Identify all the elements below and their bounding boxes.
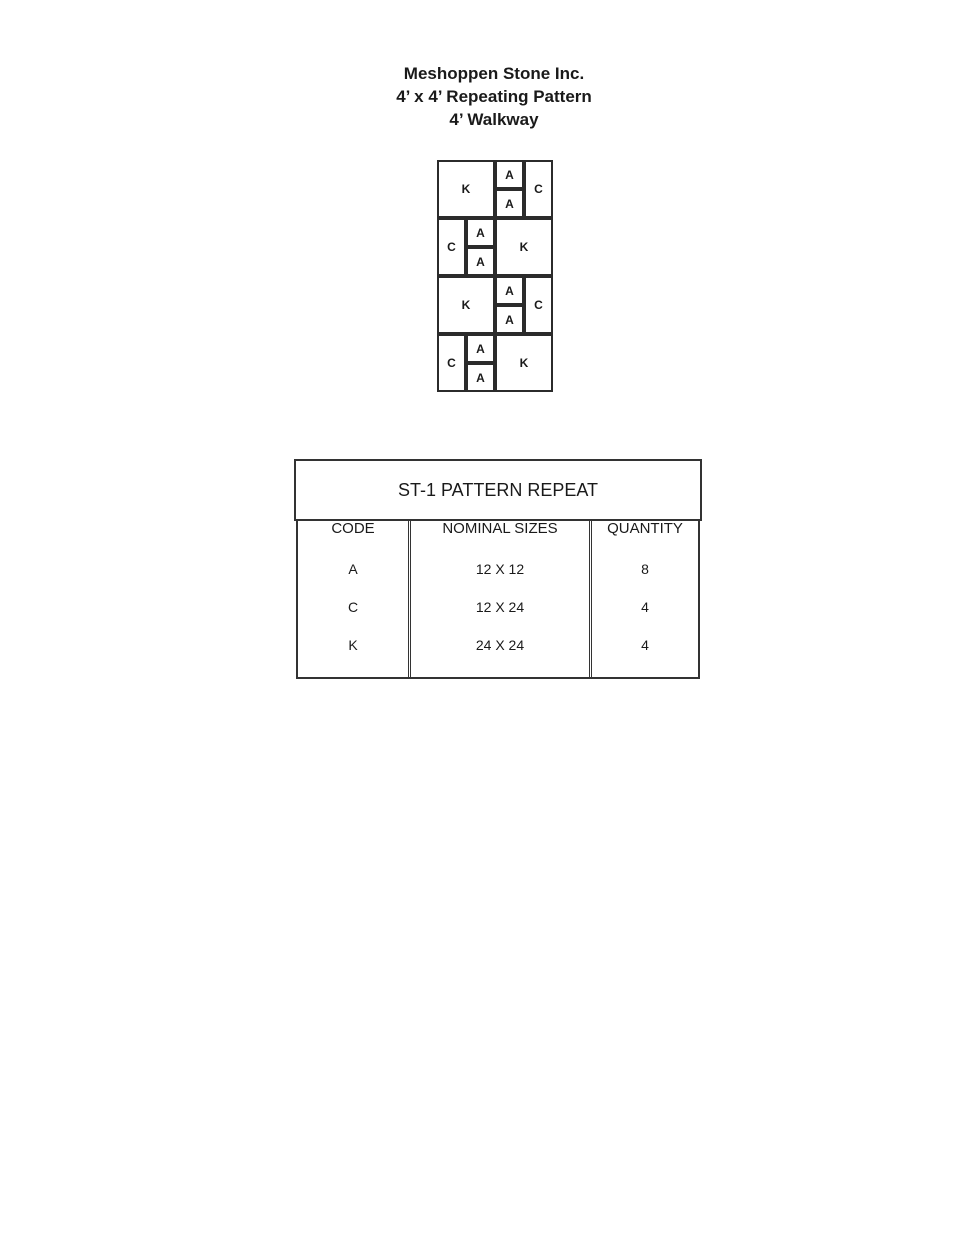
stone-c: C [524, 276, 553, 334]
stone-k: K [495, 334, 553, 392]
stone-a: A [495, 160, 524, 189]
table-cell: 12 X 24 [475, 599, 525, 615]
table-cell: 4 [641, 637, 649, 653]
quantity-header: QUANTITY [607, 520, 683, 537]
company-name: Meshoppen Stone Inc. [403, 64, 585, 83]
stone-c: C [437, 334, 466, 392]
quantity-column [592, 521, 698, 677]
stone-a: A [466, 247, 495, 276]
stone-a: A [466, 218, 495, 247]
table-body [296, 521, 700, 679]
pattern-repeat-table [294, 459, 702, 679]
nominal-sizes-header: NOMINAL SIZES [442, 520, 558, 537]
table-title: ST-1 PATTERN REPEAT [294, 459, 702, 521]
stone-a: A [466, 334, 495, 363]
stone-a: A [495, 305, 524, 334]
table-cell: 4 [641, 599, 649, 615]
table-cell: C [347, 599, 359, 615]
stone-c: C [524, 160, 553, 218]
table-cell: A [348, 561, 358, 577]
stone-k: K [437, 276, 495, 334]
table-cell: 8 [641, 561, 649, 577]
document-header [0, 62, 966, 131]
table-cell: 12 X 12 [475, 561, 525, 577]
table-cell: 24 X 24 [475, 637, 525, 653]
pattern-size-title: 4’ x 4’ Repeating Pattern [396, 87, 592, 106]
code-column [298, 521, 408, 677]
stone-k: K [437, 160, 495, 218]
stone-a: A [466, 363, 495, 392]
walkway-title: 4’ Walkway [449, 110, 539, 129]
stone-a: A [495, 189, 524, 218]
code-header: CODE [331, 520, 375, 537]
stone-a: A [495, 276, 524, 305]
nominal-sizes-column [408, 521, 592, 677]
walkway-pattern-diagram [437, 160, 553, 392]
table-cell: K [348, 637, 358, 653]
stone-k: K [495, 218, 553, 276]
stone-c: C [437, 218, 466, 276]
